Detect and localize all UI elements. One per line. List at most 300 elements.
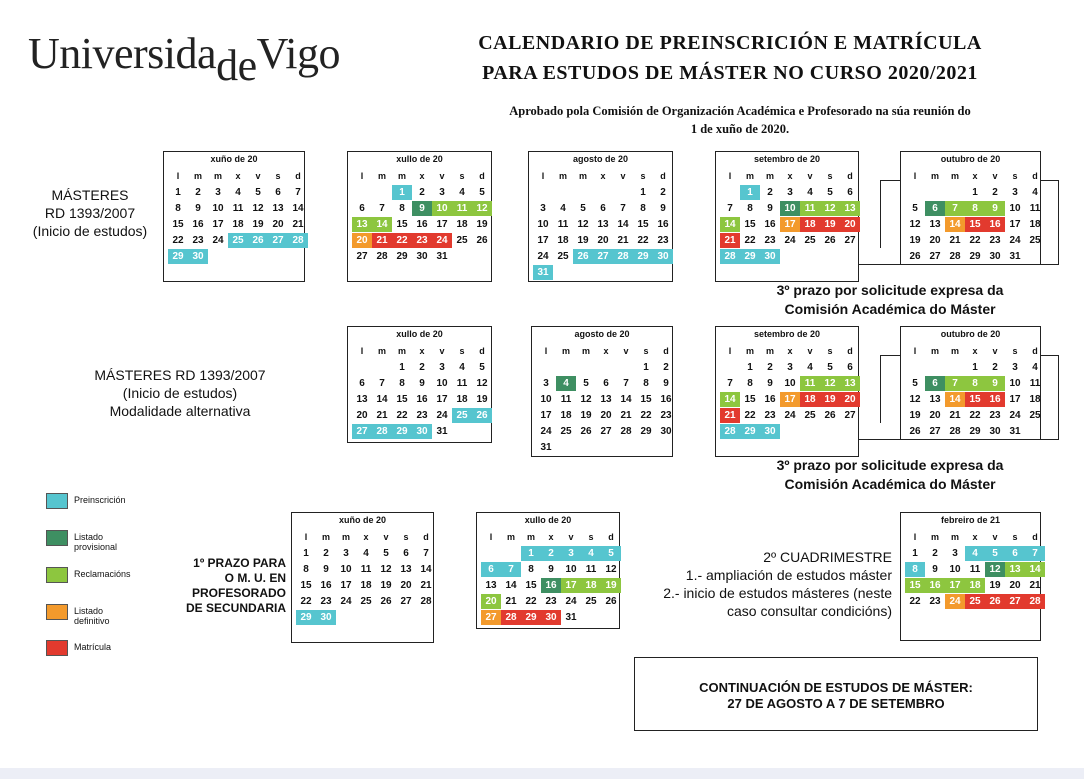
weekday-header: s: [827, 171, 833, 181]
day-cell: 17: [945, 578, 965, 593]
day-cell: 17: [212, 219, 224, 230]
day-cell: 11: [1029, 378, 1041, 389]
day-cell: 7: [1025, 546, 1045, 561]
day-cell: 8: [640, 203, 646, 214]
weekday-header: v: [568, 532, 574, 542]
weekday-header: x: [363, 532, 369, 542]
day-cell: 14: [1025, 562, 1045, 577]
day-cell: 25: [452, 408, 472, 423]
day-cell: 11: [452, 201, 472, 216]
day-cell: 21: [720, 408, 740, 423]
weekday-header: m: [930, 346, 939, 356]
day-cell: 4: [581, 546, 601, 561]
day-cell: 4: [965, 546, 985, 561]
day-cell: 1: [392, 185, 412, 200]
weekday-header: s: [275, 171, 281, 181]
weekday-header: l: [913, 346, 917, 356]
weekday-header: l: [304, 532, 308, 542]
day-cell: 27: [1005, 594, 1025, 609]
weekday-header: s: [588, 532, 594, 542]
day-cell: 24: [540, 426, 552, 437]
day-cell: 18: [965, 578, 985, 593]
day-cell: 2: [992, 187, 998, 198]
weekday-header: v: [807, 346, 813, 356]
calendar-title: agosto de 20: [574, 329, 630, 339]
day-cell: 10: [1009, 203, 1021, 214]
day-cell: 13: [597, 219, 609, 230]
day-cell: 23: [929, 596, 941, 607]
weekday-header: m: [950, 532, 959, 542]
weekday-header: x: [603, 346, 609, 356]
day-cell: 29: [396, 251, 408, 262]
day-cell: 12: [985, 562, 1005, 577]
day-cell: 1: [303, 548, 309, 559]
day-cell: 10: [784, 378, 796, 389]
day-cell: 12: [820, 376, 840, 391]
day-cell: 9: [660, 203, 666, 214]
weekday-header: s: [643, 346, 649, 356]
day-cell: 16: [985, 392, 1005, 407]
day-cell: 28: [501, 610, 521, 625]
day-cell: 28: [420, 596, 432, 607]
legend-label-provisional: Listado provisional: [74, 532, 118, 552]
day-cell: 26: [824, 235, 836, 246]
day-cell: 30: [660, 426, 672, 437]
weekday-header: m: [930, 171, 939, 181]
day-cell: 13: [400, 564, 412, 575]
day-cell: 24: [945, 594, 965, 609]
connector-line: [880, 355, 900, 356]
day-cell: 5: [985, 546, 1005, 561]
day-cell: 31: [1009, 251, 1021, 262]
day-cell: 16: [416, 394, 428, 405]
day-cell: 22: [637, 235, 649, 246]
day-cell: 15: [396, 219, 408, 230]
day-cell: 26: [476, 235, 488, 246]
day-cell: 3: [787, 187, 793, 198]
day-cell: 23: [657, 235, 669, 246]
weekday-header: d: [660, 171, 666, 181]
day-cell: 3: [540, 203, 546, 214]
weekday-header: x: [972, 346, 978, 356]
weekday-header: v: [383, 532, 389, 542]
day-cell: 2: [660, 187, 666, 198]
day-cell: 15: [965, 217, 985, 232]
day-cell: 19: [577, 235, 589, 246]
day-cell: 7: [295, 187, 301, 198]
day-cell: 14: [420, 564, 432, 575]
day-cell: 18: [456, 219, 468, 230]
day-cell: 17: [1009, 219, 1021, 230]
day-cell: 28: [613, 249, 633, 264]
day-cell: 22: [744, 410, 756, 421]
weekday-header: s: [459, 346, 465, 356]
legend-swatch-preinscricion: [46, 493, 68, 509]
prazo-line2: O M. U. EN: [224, 571, 286, 585]
calendar-title: xullo de 20: [396, 329, 443, 339]
day-cell: 29: [633, 249, 653, 264]
weekday-header: m: [950, 171, 959, 181]
day-cell: 6: [603, 378, 609, 389]
day-cell: 18: [1029, 394, 1041, 405]
day-cell: 24: [1009, 235, 1021, 246]
logo-end: Vigo: [256, 29, 340, 78]
day-cell: 2: [767, 187, 773, 198]
weekday-header: s: [459, 171, 465, 181]
day-cell: 19: [580, 410, 592, 421]
day-cell: 1: [747, 362, 753, 373]
day-cell: 29: [521, 610, 541, 625]
day-cell: 11: [800, 376, 820, 391]
day-cell: 5: [580, 203, 586, 214]
day-cell: 7: [501, 562, 521, 577]
day-cell: 9: [195, 203, 201, 214]
weekday-header: m: [526, 532, 535, 542]
weekday-header: s: [1012, 171, 1018, 181]
weekday-header: d: [1032, 171, 1038, 181]
day-cell: 12: [380, 564, 392, 575]
day-cell: 8: [399, 203, 405, 214]
day-cell: 11: [360, 564, 372, 575]
day-cell: 30: [989, 426, 1001, 437]
day-cell: 12: [909, 394, 921, 405]
day-cell: 12: [820, 201, 840, 216]
day-cell: 27: [481, 610, 501, 625]
title-line-1: CALENDARIO DE PREINSCRICIÓN E MATRÍCULA: [478, 32, 982, 54]
day-cell: 16: [764, 394, 776, 405]
day-cell: 3: [439, 362, 445, 373]
day-cell: 6: [847, 187, 853, 198]
day-cell: 4: [560, 203, 566, 214]
day-cell: 2: [663, 362, 669, 373]
day-cell: 16: [660, 394, 672, 405]
day-cell: 6: [481, 562, 501, 577]
day-cell: 21: [720, 233, 740, 248]
day-cell: 6: [1005, 546, 1025, 561]
day-cell: 27: [400, 596, 412, 607]
day-cell: 4: [807, 362, 813, 373]
day-cell: 30: [188, 249, 208, 264]
day-cell: 7: [620, 203, 626, 214]
day-cell: 5: [255, 187, 261, 198]
day-cell: 3: [439, 187, 445, 198]
day-cell: 7: [623, 378, 629, 389]
day-cell: 12: [252, 203, 264, 214]
day-cell: 5: [601, 546, 621, 561]
prazo-label: [150, 556, 286, 616]
day-cell: 25: [965, 594, 985, 609]
day-cell: 19: [909, 410, 921, 421]
day-cell: 5: [383, 548, 389, 559]
day-cell: 5: [912, 203, 918, 214]
day-cell: 22: [744, 235, 756, 246]
weekday-header: v: [992, 346, 998, 356]
day-cell: 30: [760, 249, 780, 264]
calendar-title: xullo de 20: [396, 154, 443, 164]
note-row1-line2: Comisión Académica do Máster: [784, 301, 996, 317]
day-cell: 25: [585, 596, 597, 607]
subtitle-line-1: Aprobado pola Comisión de Organización Académica e Profesorado na súa reunión do: [509, 104, 971, 118]
day-cell: 24: [784, 235, 796, 246]
day-cell: 2: [195, 187, 201, 198]
day-cell: 10: [780, 201, 800, 216]
day-cell: 13: [1005, 562, 1025, 577]
legend-label-preinscricion: Preinscrición: [74, 495, 126, 505]
day-cell: 17: [1009, 394, 1021, 405]
legend-label-reclamacions: Reclamacións: [74, 569, 131, 579]
day-cell: 8: [528, 564, 534, 575]
day-cell: 8: [399, 378, 405, 389]
weekday-header: m: [950, 346, 959, 356]
connector-line: [1058, 180, 1059, 265]
day-cell: 4: [459, 362, 465, 373]
day-cell: 18: [360, 580, 372, 591]
day-cell: 4: [556, 376, 576, 391]
row1-label: [10, 186, 170, 240]
day-cell: 8: [965, 201, 985, 216]
day-cell: 30: [541, 610, 561, 625]
day-cell: 28: [288, 233, 308, 248]
row2-label: [60, 366, 300, 420]
weekday-header: d: [847, 346, 853, 356]
day-cell: 4: [459, 187, 465, 198]
day-cell: 13: [272, 203, 284, 214]
weekday-header: x: [235, 171, 241, 181]
day-cell: 22: [396, 410, 408, 421]
day-cell: 29: [168, 249, 188, 264]
weekday-header: s: [827, 346, 833, 356]
row1-label-line2: RD 1393/2007: [44, 205, 136, 221]
continuacion-line1: CONTINUACIÓN DE ESTUDOS DE MÁSTER:: [699, 680, 973, 695]
day-cell: 29: [740, 249, 760, 264]
day-cell: 17: [780, 392, 800, 407]
connector-line: [1058, 355, 1059, 440]
day-cell: 17: [436, 219, 448, 230]
weekday-header: m: [321, 532, 330, 542]
weekday-header: x: [787, 346, 793, 356]
day-cell: 21: [376, 410, 388, 421]
day-cell: 6: [403, 548, 409, 559]
day-cell: 27: [929, 251, 941, 262]
day-cell: 9: [412, 201, 432, 216]
cuadrimestre-line2: 1.- ampliación de estudos máster: [685, 567, 892, 583]
day-cell: 8: [643, 378, 649, 389]
day-cell: 5: [912, 378, 918, 389]
legend-swatch-provisional: [46, 530, 68, 546]
day-cell: 21: [505, 596, 517, 607]
day-cell: 27: [268, 233, 288, 248]
day-cell: 2: [767, 362, 773, 373]
day-cell: 9: [932, 564, 938, 575]
day-cell: 14: [292, 203, 304, 214]
weekday-header: s: [1012, 346, 1018, 356]
day-cell: 25: [456, 235, 468, 246]
day-cell: 17: [537, 235, 549, 246]
day-cell: 2: [932, 548, 938, 559]
day-cell: 9: [663, 378, 669, 389]
day-cell: 5: [827, 362, 833, 373]
day-cell: 20: [272, 219, 284, 230]
weekday-header: m: [397, 346, 406, 356]
weekday-header: l: [360, 171, 364, 181]
legend-swatch-matricula: [46, 640, 68, 656]
day-cell: 24: [212, 235, 224, 246]
calendar-xullo-2020: [347, 151, 492, 282]
weekday-header: m: [397, 171, 406, 181]
day-cell: 1: [972, 362, 978, 373]
weekday-header: m: [765, 171, 774, 181]
day-cell: 19: [909, 235, 921, 246]
day-cell: 23: [989, 235, 1001, 246]
day-cell: 13: [840, 376, 860, 391]
continuacion-line2: 27 DE AGOSTO A 7 DE SETEMBRO: [727, 696, 945, 711]
day-cell: 24: [537, 251, 549, 262]
day-cell: 5: [479, 362, 485, 373]
day-cell: 20: [400, 580, 412, 591]
weekday-header: x: [419, 171, 425, 181]
day-cell: 20: [929, 235, 941, 246]
day-cell: 25: [804, 235, 816, 246]
day-cell: 1: [912, 548, 918, 559]
day-cell: 14: [945, 217, 965, 232]
day-cell: 15: [905, 578, 925, 593]
university-logo: [28, 28, 340, 90]
cuadrimestre-line1: 2º CUADRIMESTRE: [763, 549, 892, 565]
weekday-header: s: [1012, 532, 1018, 542]
day-cell: 28: [372, 424, 392, 439]
connector-line: [880, 180, 881, 248]
day-cell: 25: [228, 233, 248, 248]
calendar-xunio-2020: [163, 151, 305, 282]
day-cell: 13: [840, 201, 860, 216]
day-cell: 9: [419, 378, 425, 389]
day-cell: 10: [436, 378, 448, 389]
day-cell: 27: [352, 424, 372, 439]
prazo-line3: PROFESORADO: [191, 586, 286, 600]
day-cell: 24: [784, 410, 796, 421]
day-cell: 3: [561, 546, 581, 561]
weekday-header: d: [1032, 532, 1038, 542]
day-cell: 17: [340, 580, 352, 591]
day-cell: 29: [969, 426, 981, 437]
day-cell: 22: [969, 410, 981, 421]
weekday-header: m: [506, 532, 515, 542]
day-cell: 23: [764, 410, 776, 421]
day-cell: 22: [300, 596, 312, 607]
legend-label-definitivo: Listado definitivo: [74, 606, 110, 626]
day-cell: 10: [212, 203, 224, 214]
day-cell: 25: [1029, 235, 1041, 246]
weekday-header: m: [765, 346, 774, 356]
day-cell: 2: [323, 548, 329, 559]
day-cell: 7: [379, 378, 385, 389]
day-cell: 13: [485, 580, 497, 591]
calendar-title: setembro de 20: [753, 154, 821, 164]
weekday-header: v: [439, 346, 445, 356]
day-cell: 19: [989, 580, 1001, 591]
day-cell: 6: [600, 203, 606, 214]
note-row1-line1: 3º prazo por solicitude expresa da: [776, 282, 1004, 298]
day-cell: 17: [780, 217, 800, 232]
day-cell: 16: [541, 578, 561, 593]
weekday-header: v: [439, 171, 445, 181]
row2-label-line1: MÁSTERES RD 1393/2007: [94, 367, 266, 383]
day-cell: 18: [456, 394, 468, 405]
day-cell: 23: [416, 410, 428, 421]
day-cell: 3: [952, 548, 958, 559]
calendar-agosto-2020-alt: [531, 326, 673, 457]
day-cell: 22: [172, 235, 184, 246]
day-cell: 31: [436, 426, 448, 437]
legend-swatch-reclamacions: [46, 567, 68, 583]
day-cell: 10: [537, 219, 549, 230]
note-row2-line1: 3º prazo por solicitude expresa da: [776, 457, 1004, 473]
day-cell: 13: [356, 394, 368, 405]
day-cell: 12: [909, 219, 921, 230]
day-cell: 30: [989, 251, 1001, 262]
day-cell: 23: [764, 235, 776, 246]
day-cell: 20: [929, 410, 941, 421]
day-cell: 18: [800, 392, 820, 407]
calendar-title: febreiro de 21: [940, 515, 1001, 525]
weekday-header: m: [745, 346, 754, 356]
weekday-header: d: [1032, 346, 1038, 356]
day-cell: 11: [456, 378, 468, 389]
day-cell: 24: [565, 596, 577, 607]
row1-label-line3: (Inicio de estudos): [32, 223, 148, 239]
weekday-header: x: [972, 171, 978, 181]
calendar-setembro-2020-alt: [715, 326, 859, 457]
day-cell: 17: [561, 578, 581, 593]
day-cell: 27: [600, 426, 612, 437]
day-cell: 21: [617, 235, 629, 246]
day-cell: 16: [985, 217, 1005, 232]
calendar-xullo-2020-alt: [347, 326, 492, 443]
day-cell: 28: [720, 249, 740, 264]
day-cell: 21: [949, 235, 961, 246]
day-cell: 13: [352, 217, 372, 232]
day-cell: 14: [617, 219, 629, 230]
day-cell: 9: [985, 201, 1005, 216]
row2-label-line2: (Inicio de estudos): [122, 385, 238, 401]
day-cell: 22: [909, 596, 921, 607]
day-cell: 27: [844, 235, 856, 246]
day-cell: 11: [560, 394, 572, 405]
day-cell: 23: [320, 596, 332, 607]
weekday-header: x: [419, 346, 425, 356]
day-cell: 12: [605, 564, 617, 575]
calendar-outubro-2020: [900, 151, 1041, 265]
day-cell: 18: [581, 578, 601, 593]
day-cell: 9: [548, 564, 554, 575]
day-cell: 16: [416, 219, 428, 230]
day-cell: 5: [827, 187, 833, 198]
day-cell: 11: [557, 219, 569, 230]
day-cell: 10: [540, 394, 552, 405]
legend-swatch-definitivo: [46, 604, 68, 620]
day-cell: 30: [760, 424, 780, 439]
bottom-bar: [0, 768, 1084, 779]
day-cell: 11: [585, 564, 597, 575]
day-cell: 27: [929, 426, 941, 437]
day-cell: 23: [545, 596, 557, 607]
row1-label-line1: MÁSTERES: [51, 187, 129, 203]
day-cell: 25: [360, 596, 372, 607]
day-cell: 26: [909, 426, 921, 437]
day-cell: 5: [583, 378, 589, 389]
calendar-agosto-2020: [528, 151, 673, 282]
day-cell: 22: [640, 410, 652, 421]
